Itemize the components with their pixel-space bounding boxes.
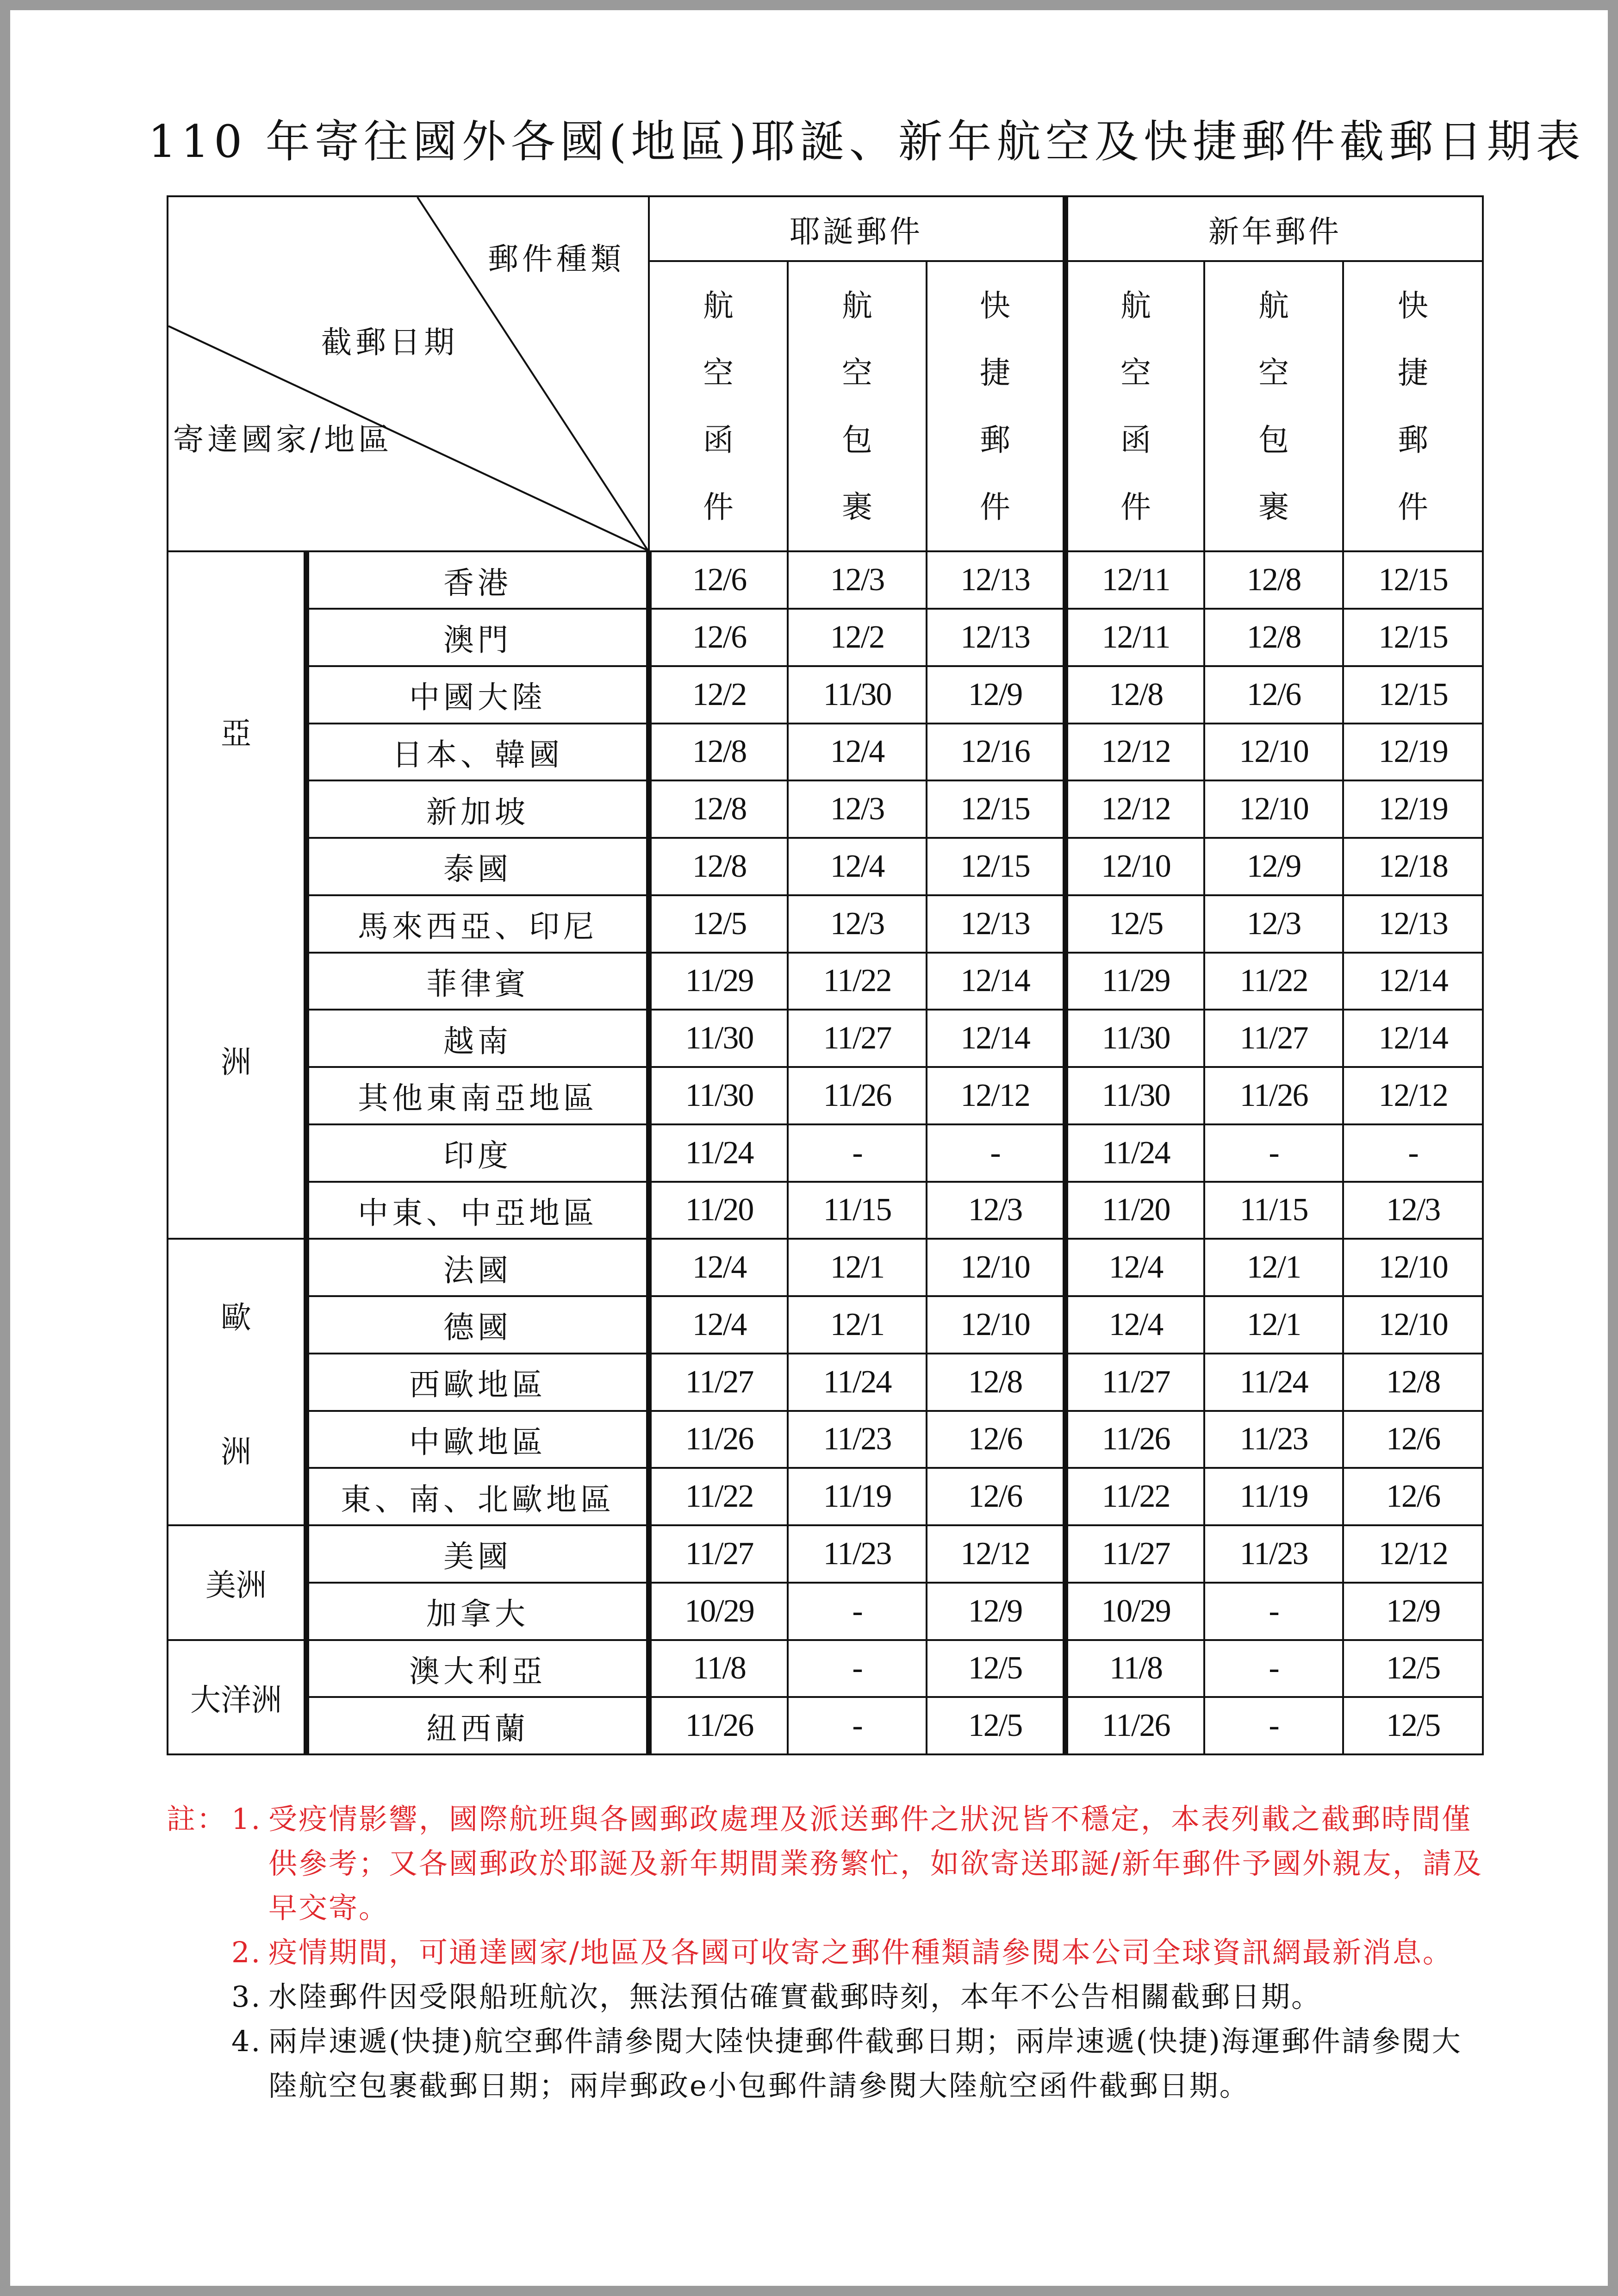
date-cell: 12/12 (1343, 1525, 1483, 1583)
date-cell: 11/19 (788, 1468, 927, 1525)
country-cell: 日本、韓國 (306, 724, 649, 781)
date-cell: 12/2 (649, 666, 788, 724)
date-cell: 12/5 (1343, 1640, 1483, 1697)
country-cell: 中國大陸 (306, 666, 649, 724)
region-label: 歐 (221, 1300, 251, 1336)
date-cell: 12/6 (649, 609, 788, 666)
date-cell: 12/14 (1343, 953, 1483, 1010)
date-cell: 12/10 (927, 1296, 1065, 1354)
date-cell: 11/19 (1204, 1468, 1343, 1525)
date-cell: 12/6 (1343, 1468, 1483, 1525)
date-cell: 11/30 (649, 1067, 788, 1124)
country-cell: 中歐地區 (306, 1411, 649, 1468)
page-title: 110 年寄往國外各國(地區)耶誕、新年航空及快捷郵件截郵日期表 (148, 116, 1585, 168)
date-cell: 12/6 (1204, 666, 1343, 724)
table-row (168, 838, 1483, 895)
diag-label-destination: 寄達國家/地區 (173, 422, 393, 457)
date-cell: 12/3 (788, 895, 927, 953)
date-cell: 12/9 (1343, 1583, 1483, 1640)
date-cell: 12/4 (788, 724, 927, 781)
date-cell: 11/27 (788, 1010, 927, 1067)
date-cell: 12/2 (788, 609, 927, 666)
date-cell: 12/1 (1204, 1239, 1343, 1296)
date-cell: 11/29 (1065, 953, 1204, 1010)
date-cell: 12/5 (927, 1697, 1065, 1754)
date-cell: - (1204, 1124, 1343, 1182)
country-cell: 越南 (306, 1010, 649, 1067)
date-cell: 12/4 (1065, 1296, 1204, 1354)
date-cell: 11/24 (1065, 1124, 1204, 1182)
table-row (168, 1010, 1483, 1067)
date-cell: 12/14 (927, 1010, 1065, 1067)
country-cell: 新加坡 (306, 780, 649, 838)
note-text: 水陸郵件因受限船班航次，無法預估確實截郵時刻，本年不公告相關截郵日期。 (268, 1980, 1322, 2014)
date-cell: 12/8 (927, 1354, 1065, 1411)
cutoff-date-table (167, 195, 1484, 1755)
diag-label-cutoff-date: 截郵日期 (321, 324, 458, 360)
table-row (168, 1583, 1483, 1640)
date-cell: - (788, 1640, 927, 1697)
country-cell: 加拿大 (306, 1583, 649, 1640)
date-cell: 12/3 (788, 780, 927, 838)
date-cell: 11/20 (1065, 1182, 1204, 1239)
date-cell: 11/27 (649, 1354, 788, 1411)
date-cell: 12/9 (1204, 838, 1343, 895)
date-cell: 12/11 (1065, 609, 1204, 666)
date-cell: 12/12 (1065, 724, 1204, 781)
date-cell: 12/10 (1065, 838, 1204, 895)
date-cell: 11/26 (1065, 1411, 1204, 1468)
date-cell: 11/22 (1065, 1468, 1204, 1525)
date-cell: 12/15 (1343, 551, 1483, 609)
note-number: 2. (231, 1935, 262, 1969)
date-cell: 12/13 (927, 609, 1065, 666)
date-cell: 10/29 (1065, 1583, 1204, 1640)
date-cell: 11/15 (788, 1182, 927, 1239)
country-cell: 印度 (306, 1124, 649, 1182)
date-cell: 11/15 (1204, 1182, 1343, 1239)
date-cell: 12/4 (788, 838, 927, 895)
note-text: 兩岸速遞(快捷)航空郵件請參閱大陸快捷郵件截郵日期；兩岸速遞(快捷)海運郵件請參閱大陸航空包裹截郵日期；兩岸郵政e小包郵件請參閱大陸航空函件截郵日期。 (268, 2024, 1462, 2103)
date-cell: 11/27 (1204, 1010, 1343, 1067)
date-cell: 12/8 (1204, 609, 1343, 666)
country-cell: 德國 (306, 1296, 649, 1354)
date-cell: 12/18 (1343, 838, 1483, 895)
table-row (168, 1067, 1483, 1124)
date-cell: 12/6 (649, 551, 788, 609)
country-cell: 其他東南亞地區 (306, 1067, 649, 1124)
date-cell: 12/14 (1343, 1010, 1483, 1067)
date-cell: 11/23 (788, 1525, 927, 1583)
date-cell: 12/1 (1204, 1296, 1343, 1354)
note-prefix: 註： (167, 1802, 227, 1836)
country-cell: 法國 (306, 1239, 649, 1296)
date-cell: 11/30 (649, 1010, 788, 1067)
country-cell: 東、南、北歐地區 (306, 1468, 649, 1525)
date-cell: 12/8 (649, 838, 788, 895)
date-cell: 12/10 (1343, 1296, 1483, 1354)
date-cell: 12/13 (1343, 895, 1483, 953)
date-cell: 11/20 (649, 1182, 788, 1239)
date-cell: 12/3 (788, 551, 927, 609)
date-cell: 11/30 (1065, 1067, 1204, 1124)
date-cell: 12/9 (927, 666, 1065, 724)
date-cell: 11/24 (1204, 1354, 1343, 1411)
date-cell: 12/4 (649, 1239, 788, 1296)
country-cell: 澳門 (306, 609, 649, 666)
date-cell: 12/15 (927, 780, 1065, 838)
mail-type-header-0: 航空函件 (649, 261, 788, 551)
date-cell: 11/26 (788, 1067, 927, 1124)
table-row (168, 551, 1483, 609)
date-cell: - (788, 1583, 927, 1640)
table-row (168, 895, 1483, 953)
mail-type-header-5: 快捷郵件 (1343, 261, 1483, 551)
mail-type-header-4: 航空包裹 (1204, 261, 1343, 551)
note-number: 4. (231, 2024, 262, 2058)
date-cell: 11/22 (649, 1468, 788, 1525)
date-cell: 11/26 (1204, 1067, 1343, 1124)
country-cell: 馬來西亞、印尼 (306, 895, 649, 953)
date-cell: 11/23 (1204, 1411, 1343, 1468)
date-cell: 10/29 (649, 1583, 788, 1640)
date-cell: 12/4 (1065, 1239, 1204, 1296)
date-cell: 12/12 (1065, 780, 1204, 838)
mail-type-header-2: 快捷郵件 (927, 261, 1065, 551)
country-cell: 澳大利亞 (306, 1640, 649, 1697)
document-page (10, 10, 1608, 2286)
note-text: 受疫情影響，國際航班與各國郵政處理及派送郵件之狀況皆不穩定，本表列載之截郵時間僅供參考；又各國郵政於耶誕及新年期間業務繁忙，如欲寄送耶誕/新年郵件予國外親友，請及早交寄。 (268, 1802, 1483, 1925)
date-cell: 11/26 (649, 1697, 788, 1754)
date-cell: 11/26 (649, 1411, 788, 1468)
header-row-groups (168, 196, 1483, 261)
mail-type-header-3: 航空函件 (1065, 261, 1204, 551)
table-row (168, 1697, 1483, 1754)
country-cell: 菲律賓 (306, 953, 649, 1010)
date-cell: 12/5 (649, 895, 788, 953)
date-cell: 12/5 (1343, 1697, 1483, 1754)
date-cell: - (788, 1697, 927, 1754)
note-item (167, 1930, 1490, 1975)
note-text: 疫情期間，可通達國家/地區及各國可收寄之郵件種類請參閱本公司全球資訊網最新消息。 (268, 1935, 1453, 1969)
region-label: 洲 (221, 1044, 251, 1080)
date-cell: 12/15 (1343, 666, 1483, 724)
date-cell: - (927, 1124, 1065, 1182)
date-cell: 12/12 (927, 1067, 1065, 1124)
group-header-new-year: 新年郵件 (1065, 196, 1483, 261)
date-cell: 12/1 (788, 1239, 927, 1296)
country-cell: 中東、中亞地區 (306, 1182, 649, 1239)
mail-type-header-1: 航空包裹 (788, 261, 927, 551)
date-cell: - (1343, 1124, 1483, 1182)
date-cell: 12/3 (1343, 1182, 1483, 1239)
date-cell: 12/19 (1343, 724, 1483, 781)
region-cell (168, 1239, 306, 1525)
date-cell: - (1204, 1583, 1343, 1640)
note-item (167, 1975, 1490, 2019)
date-cell: - (1204, 1640, 1343, 1697)
country-cell: 美國 (306, 1525, 649, 1583)
date-cell: 12/3 (1204, 895, 1343, 953)
country-cell: 紐西蘭 (306, 1697, 649, 1754)
date-cell: 12/13 (927, 895, 1065, 953)
date-cell: 12/14 (927, 953, 1065, 1010)
date-cell: 12/8 (1343, 1354, 1483, 1411)
note-number: 3. (231, 1980, 262, 2014)
group-header-christmas: 耶誕郵件 (649, 196, 1065, 261)
date-cell: 12/12 (927, 1525, 1065, 1583)
table-row (168, 1239, 1483, 1296)
date-cell: 11/26 (1065, 1697, 1204, 1754)
country-cell: 香港 (306, 551, 649, 609)
date-cell: 12/10 (927, 1239, 1065, 1296)
diagonal-header-cell (168, 196, 649, 551)
date-cell: - (788, 1124, 927, 1182)
table-row (168, 1124, 1483, 1182)
date-cell: 11/27 (649, 1525, 788, 1583)
date-cell: 11/30 (1065, 1010, 1204, 1067)
country-cell: 西歐地區 (306, 1354, 649, 1411)
date-cell: 12/15 (1343, 609, 1483, 666)
date-cell: 11/22 (1204, 953, 1343, 1010)
notes-section (167, 1797, 1490, 2108)
date-cell: - (1204, 1697, 1343, 1754)
date-cell: 12/1 (788, 1296, 927, 1354)
date-cell: 11/27 (1065, 1354, 1204, 1411)
date-cell: 11/22 (788, 953, 927, 1010)
date-cell: 11/23 (788, 1411, 927, 1468)
date-cell: 12/6 (927, 1468, 1065, 1525)
date-cell: 12/12 (1343, 1067, 1483, 1124)
date-cell: 11/24 (788, 1354, 927, 1411)
region-cell (168, 1640, 306, 1755)
date-cell: 12/10 (1204, 724, 1343, 781)
date-cell: 12/10 (1204, 780, 1343, 838)
date-cell: 11/24 (649, 1124, 788, 1182)
region-cell (168, 1525, 306, 1640)
date-cell: 11/8 (649, 1640, 788, 1697)
date-cell: 11/30 (788, 666, 927, 724)
date-cell: 12/13 (927, 551, 1065, 609)
date-cell: 12/5 (1065, 895, 1204, 953)
date-cell: 12/5 (927, 1640, 1065, 1697)
date-cell: 11/23 (1204, 1525, 1343, 1583)
note-item (167, 2019, 1490, 2108)
region-cell (168, 551, 306, 1239)
table-row (168, 666, 1483, 724)
date-cell: 12/8 (1065, 666, 1204, 724)
date-cell: 12/11 (1065, 551, 1204, 609)
table-row (168, 1525, 1483, 1583)
date-cell: 11/29 (649, 953, 788, 1010)
table-row (168, 780, 1483, 838)
table-row (168, 953, 1483, 1010)
note-number: 1. (231, 1802, 262, 1836)
date-cell: 12/6 (1343, 1411, 1483, 1468)
date-cell: 11/27 (1065, 1525, 1204, 1583)
date-cell: 12/19 (1343, 780, 1483, 838)
date-cell: 12/3 (927, 1182, 1065, 1239)
table-row (168, 1640, 1483, 1697)
table-row (168, 609, 1483, 666)
note-item (167, 1797, 1490, 1930)
table-row (168, 1468, 1483, 1525)
region-label: 大洋洲 (190, 1682, 282, 1718)
date-cell: 11/8 (1065, 1640, 1204, 1697)
table-row (168, 1411, 1483, 1468)
date-cell: 12/10 (1343, 1239, 1483, 1296)
date-cell: 12/15 (927, 838, 1065, 895)
table-row (168, 1296, 1483, 1354)
table-row (168, 724, 1483, 781)
date-cell: 12/16 (927, 724, 1065, 781)
date-cell: 12/9 (927, 1583, 1065, 1640)
region-label: 美洲 (205, 1567, 267, 1603)
date-cell: 12/8 (649, 780, 788, 838)
region-label: 亞 (221, 716, 251, 752)
date-cell: 12/4 (649, 1296, 788, 1354)
diag-label-mail-type: 郵件種類 (488, 241, 625, 277)
country-cell: 泰國 (306, 838, 649, 895)
date-cell: 12/8 (649, 724, 788, 781)
region-label: 洲 (221, 1434, 251, 1470)
table-row (168, 1182, 1483, 1239)
date-cell: 12/6 (927, 1411, 1065, 1468)
table-row (168, 1354, 1483, 1411)
date-cell: 12/8 (1204, 551, 1343, 609)
